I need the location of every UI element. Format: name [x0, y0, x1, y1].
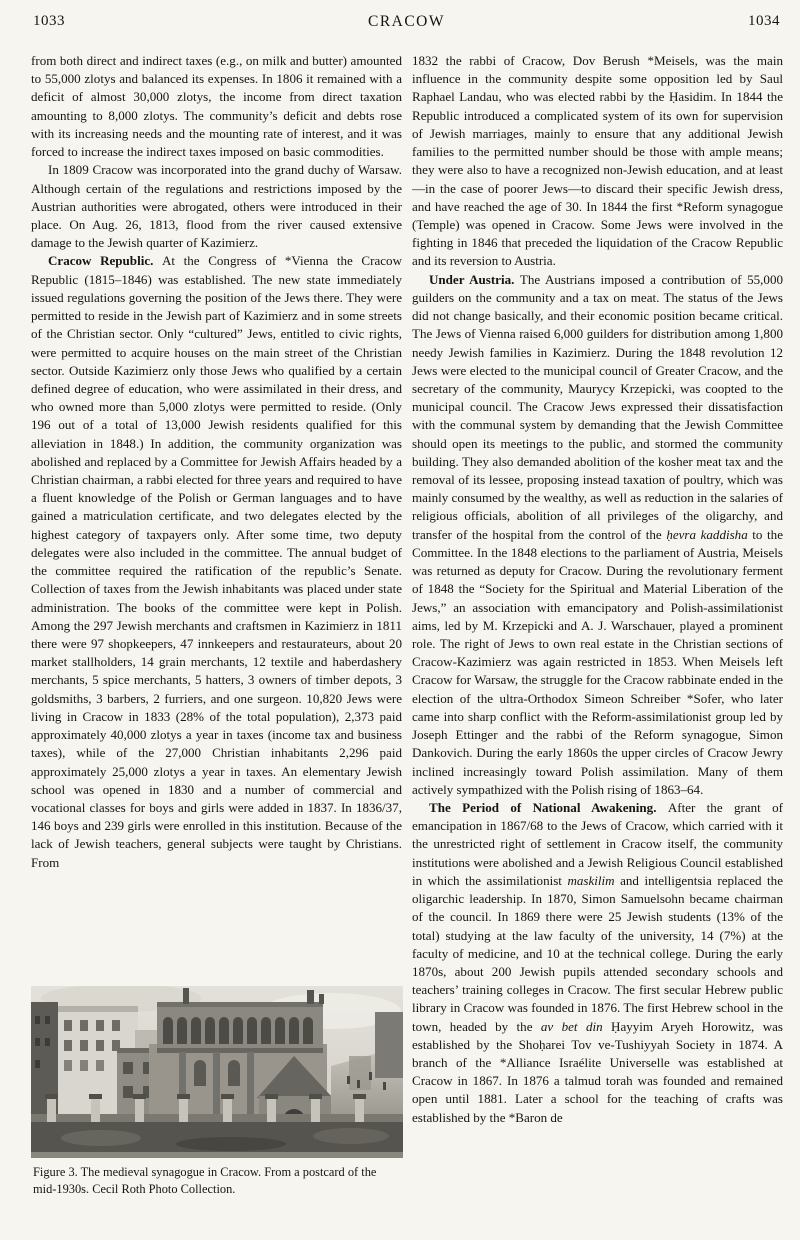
left-column-text	[31, 52, 402, 872]
right-column-text	[412, 52, 783, 1232]
paragraph: from both direct and indirect taxes (e.g., on milk and butter) amounted to 55,000 zlotys and balanced its expenses. In 1806 it remained with a deficit of almost 30,000 zlotys, the income from direct taxation amounting to 8,000 zlotys. The community’s deficit and debts rose with its increasing needs and the mounting rate of interest, and it was forced to increase the indirect taxes imposed on basic commodities.	[31, 53, 402, 160]
paragraph: In 1809 Cracow was incorporated into the grand duchy of Warsaw. Although certain of the regulations and restrictions imposed by the Austrian authorities were abrogated, others were introduced in their place. On Aug. 26, 1813, flood from the river caused extensive damage to the Jewish quarter of Kazimierz.	[31, 162, 402, 251]
running-head	[33, 13, 780, 30]
figure-caption: Figure 3. The medieval synagogue in Cracow. From a postcard of the mid-1930s. Cecil Roth Photo Collection.	[33, 1165, 377, 1196]
paragraph: 1832 the rabbi of Cracow, Dov Berush *Meisels, was the main influence in the community despite some opposition led by Saul Raphael Landau, who was elected rabbi by the Ḥasidim. In 1844 the Republic introduced a complicated system of its own for supervision of Jewish marriages, mainly to ensure that any additional Jewish families to the permitted number should be those with ample means; they were also to have a recognized non-Jewish education, and at least—in the case of poorer Jews—to discard their specific Jewish dress, and have reached the age of 30. In 1844 the first *Reform synagogue (Temple) was opened in Cracow. Some Jews were involved in the fighting in 1846 that preceded the liquidation of the Cracow Republic and its reversion to Austria.	[412, 53, 783, 269]
left-page-number: 1033	[33, 13, 65, 29]
synagogue-photo	[31, 986, 403, 1158]
figure-block	[31, 986, 403, 1196]
right-page-number: 1034	[748, 13, 780, 29]
entry-title: CRACOW	[367, 13, 446, 30]
paragraph: Under Austria. The Austrians imposed a contribution of 55,000 guilders on the community and a tax on meat. The status of the Jews did not change basically, and their economic position became critical. The Jews of Vienna raised 6,000 guilders for distribution among 1,800 needy Jewish families in Kazimierz. During the 1848 revolution 12 Jews were elected to the municipal council of Greater Cracow, and the secretary of the community, Maurycy Krzepicki, was coopted to the municipal council. The Cracow Jews expressed their dissatisfaction with the communal system by demanding that the Jewish Committee should open its meetings to the public, and stormed the community building. They also demanded abolition of the kosher meat tax and the removal of its lessee, proposing instead taxation of poultry, which was mainly consumed by the wealthy, as well as reduction in the salaries of religious officials, abolition of all privileges of the oligarchy, and transfer of the hospital from the control of the ḥevra kaddisha to the Committee. In the 1848 elections to the parliament of Austria, Meisels was returned as deputy for Cracow. During the revolutionary ferment of 1848 the “Society for the Spiritual and Material Liberation of the Jews,” an association with emancipatory and Polish-assimilationist aims, led by M. Krzepicki and A. J. Warschauer, played a prominent role. The right of Jews to own real estate in the Christian sections of Cracow-Kazimierz was again restricted in 1853. When Meisels left Cracow for Warsaw, the struggle for the Cracow rabbinate ended in the election of the ultra-Orthodox Simeon Schreiber *Sofer, who later came into sharp conflict with the Reform-assimilationist group led by Joseph Ettinger and the rabbi of the Reform synagogue, Simon Dankovich. During the early 1860s the upper circles of Cracow Jewry inclined increasingly toward Polish assimilation. Many of them actively sympathized with the Polish rising of 1863–64.	[412, 271, 783, 797]
paragraph: The Period of National Awakening. After the grant of emancipation in 1867/68 to the Jews of Cracow, which carried with it the unrestricted right of settlement in Cracow itself, the community institutions were abolished and a Jewish Religious Council established in which the assimilationist maskilim and intelligentsia replaced the oligarchic leadership. In 1870, Simon Samuelsohn became chairman of the council. In 1869 there were 25 Jewish students (13% of the total) studying at the law faculty of the university, 14 (7%) at the faculty of medicine, and 10 at the technical college. During the early 1870s, about 200 Jewish pupils attended secondary schools and teachers’ training colleges in Cracow. The first secular Hebrew public library in Cracow was founded in 1876. The first Hebrew school in the town, headed by the av bet din Ḥayyim Aryeh Horowitz, was established by the Shoḥarei Tov ve-Tushiyyah Society in 1874. A branch of the *Alliance Israélite Universelle was established at Cracow in 1867. In 1876 a talmud torah was founded and remained open until 1881. Later a school for the teaching of crafts was established by the *Baron de	[412, 799, 783, 1125]
paragraph: Cracow Republic. At the Congress of *Vienna the Cracow Republic (1815–1846) was established. The new state immediately issued regulations governing the position of the Jews there. They were permitted to reside in the Jewish part of Kazimierz and in some streets of the Christian sector. Only “cultured” Jews, entitled to civic rights, were permitted to acquire houses on the main street of the Christian sector. Outside Kazimierz only those Jews who qualified by a certain defined degree of education, who were assimilated in their dress, and who owned more than 5,000 zlotys were permitted to reside. (Only 196 out of a total of 13,000 Jewish residents qualified for this alleviation in 1848.) In addition, the community organization was abolished and replaced by a Committee for Jewish Affairs headed by a Christian chairman, a rabbi elected for three years and required to have a fluent knowledge of the Polish or German languages and to have gained a matriculation certificate, and two delegates elected by the highest category of taxpayers only. After some time, two deputy delegates were also included in the committee. The annual budget of the committee required the ratification of the republic’s Senate. Collection of taxes from the Jewish inhabitants was placed under state administration. The books of the committee were kept in Polish. Among the 297 Jewish merchants and craftsmen in Kazimierz in 1811 there were 97 shopkeepers, 47 innkeepers and restaurateurs, about 20 market stallholders, 14 grain merchants, 12 textile and haberdashery merchants, 5 spice merchants, 5 hatters, 3 owners of timber depots, 3 goldsmiths, 3 barbers, 2 furriers, and one surgeon. 10,820 Jews were living in Cracow in 1833 (28% of the total population), 2,373 paid approximately 40,000 zlotys a year in taxes (income tax and business taxes), while of the 27,000 Christian inhabitants 2,296 paid approximately 25,000 zlotys a year in taxes. An elementary Jewish school was opened in 1830 and a number of commercial and vocational classes for boys and girls were added in 1837. In 1836/37, 146 boys and 239 girls were enrolled in this institution. Because of the lack of Jewish teachers, general subjects were taught by Christians. From	[31, 253, 402, 870]
